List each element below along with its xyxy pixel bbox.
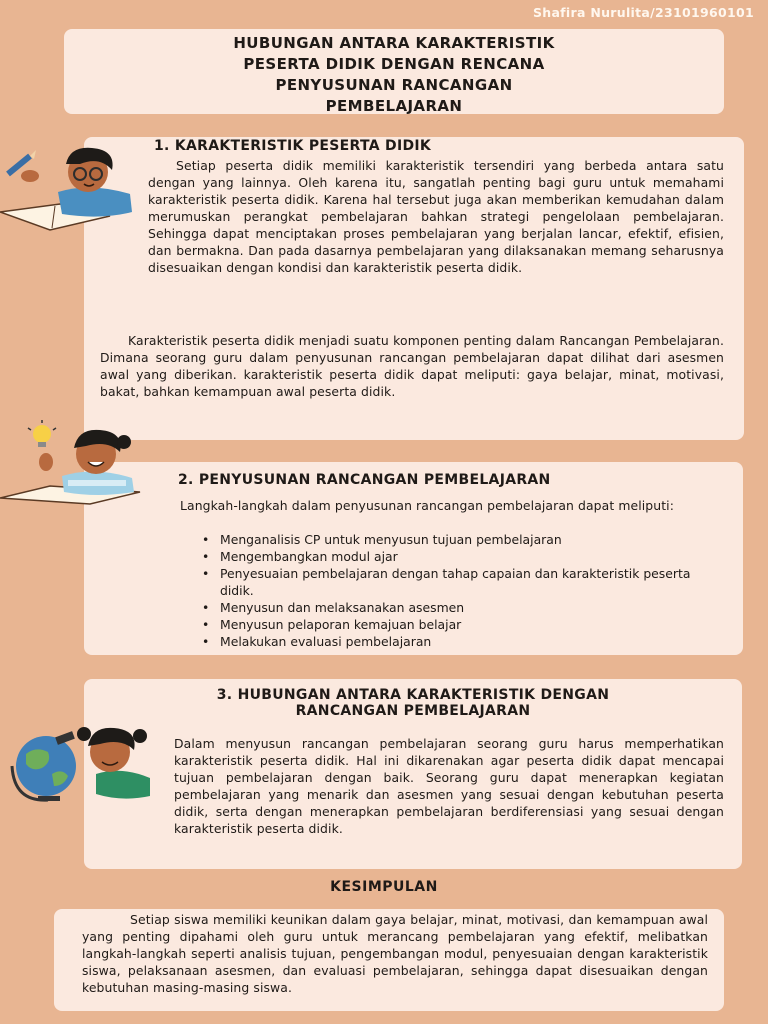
list-item: • Menganalisis CP untuk menyusun tujuan pembelajaran (180, 531, 725, 548)
title-card (64, 29, 724, 114)
title-line: PESERTA DIDIK DENGAN RENCANA (243, 55, 545, 73)
author-name: Shafira Nurulita/23101960101 (532, 5, 754, 20)
page-title (64, 29, 724, 117)
list-item: • Menyusun dan melaksanakan asesmen (180, 599, 725, 616)
section-karakteristik (84, 137, 744, 440)
section2-heading: 2. PENYUSUNAN RANCANGAN PEMBELAJARAN (178, 472, 551, 488)
conclusion-heading: KESIMPULAN (330, 879, 438, 895)
student-reading-icon (0, 142, 140, 234)
section3-heading-line: RANCANGAN PEMBELAJARAN (295, 703, 531, 719)
section-hubungan (84, 679, 742, 869)
list-item: • Penyesuaian pembelajaran dengan tahap capaian dan karakteristik peserta didik. (180, 565, 725, 599)
section3-heading-line: 3. HUBUNGAN ANTARA KARAKTERISTIK DENGAN (216, 687, 610, 703)
list-item: • Melakukan evaluasi pembelajaran (180, 633, 725, 650)
section-penyusunan (84, 462, 743, 655)
conclusion-body: Setiap siswa memiliki keunikan dalam gaya belajar, minat, motivasi, dan kemampuan awal yang penting dipahami oleh guru untuk merancang pembelajaran yang efektif, melibatkan langkah-langkah seperti analisis tujuan, pengembangan modul, penyesuaian dengan karakteristik siswa, pelaksanaan asesmen, dan evaluasi pembelajaran, sehingga dapat disesuaikan dengan kebutuhan masing-masing siswa. (82, 912, 708, 995)
title-line: HUBUNGAN ANTARA KARAKTERISTIK (233, 34, 555, 52)
student-idea-icon (0, 420, 150, 506)
section3-body: Dalam menyusun rancangan pembelajaran seorang guru harus memperhatikan karakteristik peserta didik. Hal ini dikarenakan agar peserta didik dapat mencapai tujuan pembelajaran dengan baik. Seorang guru dapat menerapkan kegiatan pembelajaran yang menarik dan asesmen yang sesuai dengan kebutuhan peserta didik, serta dengan menerapkan pembelajaran berdiferensiasi yang sesuai dengan karakteristik peserta didik. (174, 736, 724, 836)
student-globe-icon (4, 716, 156, 802)
title-line: PENYUSUNAN RANCANGAN (275, 76, 513, 94)
section-kesimpulan (54, 909, 724, 1011)
steps-list (180, 531, 725, 650)
section1-heading: 1. KARAKTERISTIK PESERTA DIDIK (154, 138, 432, 154)
list-item: • Mengembangkan modul ajar (180, 548, 725, 565)
section3-heading (84, 687, 742, 719)
title-line: PEMBELAJARAN (325, 97, 463, 115)
section1-paragraph2: Karakteristik peserta didik menjadi suatu komponen penting dalam Rancangan Pembelajaran. Dimana seorang guru dalam penyusunan rancangan pembelajaran dapat dilihat dari asesmen awal yang diberikan. karakteristik peserta didik dapat meliputi: gaya belajar, minat, motivasi, bakat, bahkan kemampuan awal peserta didik. (100, 333, 724, 399)
section2-intro: Langkah-langkah dalam penyusunan rancangan pembelajaran dapat meliputi: (180, 498, 674, 513)
list-item: • Menyusun pelaporan kemajuan belajar (180, 616, 725, 633)
section1-paragraph1: Setiap peserta didik memiliki karakteristik tersendiri yang berbeda antara satu dengan yang lainnya. Oleh karena itu, sangatlah penting bagi guru untuk memahami karakteristik peserta didik. Karena hal tersebut juga akan memberikan kemudahan dalam merumuskan perangkat pembelajaran bahkan strategi pengelolaan pembelajaran. Sehingga dapat menciptakan proses pembelajaran yang berjalan lancar, efektif, efisien, dan bermakna. Dan pada dasarnya pembelajaran yang dilaksanakan memang seharusnya disesuaikan dengan kondisi dan karakteristik peserta didik. (148, 158, 724, 275)
